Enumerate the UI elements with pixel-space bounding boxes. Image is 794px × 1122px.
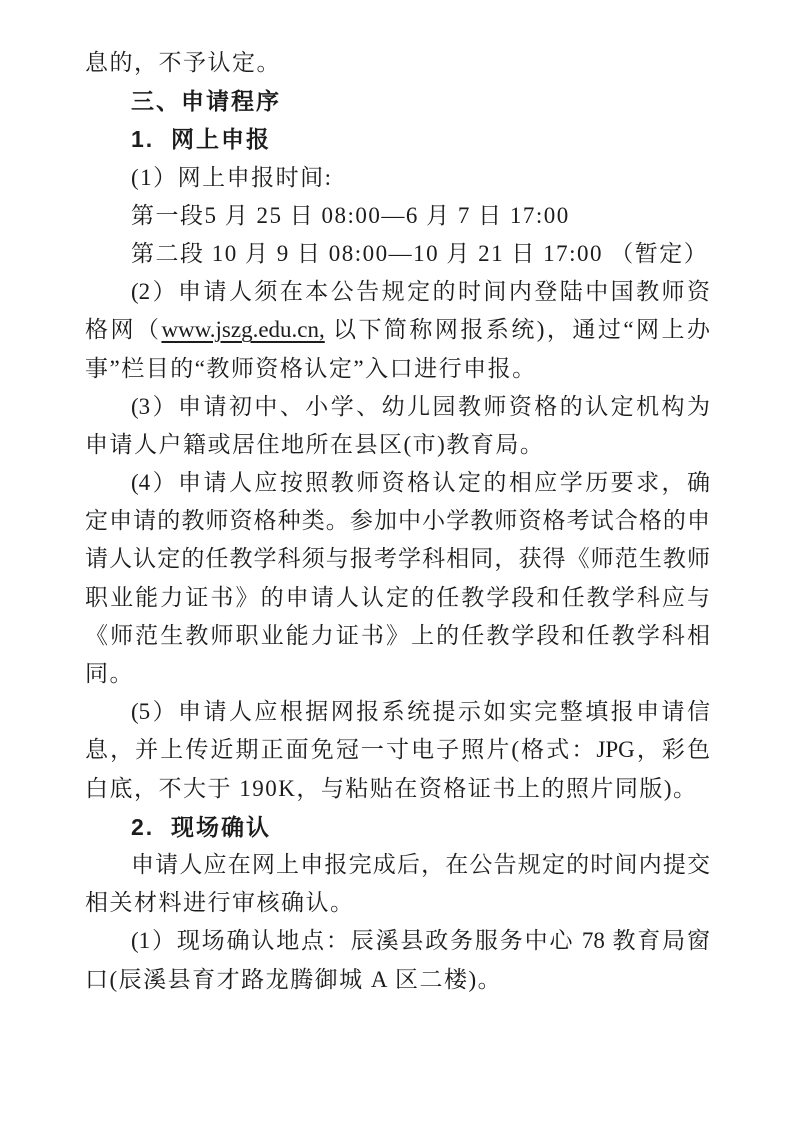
text-line [85,311,710,349]
text-line: (5）申请人应根据网报系统提示如实完整填报申请信 [131,699,710,725]
text-line: (4）申请人应按照教师资格认定的相应学历要求，确 [131,470,710,496]
heading-line: 1. 网上申报 [131,126,271,153]
text-line: 白底，不大于 190K，与粘贴在资格证书上的照片同版)。 [85,775,698,801]
text-line: 定申请的教师资格种类。参加中小学教师资格考试合格的申 [85,508,710,534]
text-line: 第一段5 月 25 日 08:00—6 月 7 日 17:00 [131,202,570,228]
document-body [85,44,710,999]
text-line: 请人认定的任教学科须与报考学科相同，获得《师范生教师 [85,546,710,572]
text-segment: 格网（ [85,317,162,343]
text-line: (2）申请人须在本公告规定的时间内登陆中国教师资 [131,279,710,305]
text-segment: 以下简称网报系统)，通过“网上办 [324,317,710,343]
text-line: (3）申请初中、小学、幼儿园教师资格的认定机构为 [131,393,710,419]
text-line: 第二段 10 月 9 日 08:00—10 月 21 日 17:00 （暂定） [131,240,709,266]
text-line: 申请人户籍或居住地所在县区(市)教育局。 [85,431,545,457]
text-line: 相关材料进行审核确认。 [85,890,355,916]
text-line: 职业能力证书》的申请人认定的任教学段和任教学科应与 [85,584,710,610]
text-line: 申请人应在网上申报完成后，在公告规定的时间内提交 [131,851,710,877]
text-line: 息，并上传近期正面免冠一寸电子照片(格式：JPG，彩色 [85,737,710,763]
heading-line: 三、申请程序 [131,88,281,115]
text-line: 《师范生教师职业能力证书》上的任教学段和任教学科相 [85,622,710,648]
text-line: (1）现场确认地点：辰溪县政务服务中心 78 教育局窗 [131,928,710,954]
text-line: 同。 [85,661,134,686]
heading-line: 2. 现场确认 [131,813,271,840]
text-line: (1）网上申报时间: [131,164,333,190]
text-line: 口(辰溪县育才路龙腾御城 A 区二楼)。 [85,966,503,992]
text-line: 息的，不予认定。 [85,50,281,75]
website-link: www.jszg.edu.cn, [161,317,325,343]
text-line: 事”栏目的“教师资格认定”入口进行申报。 [85,355,537,381]
